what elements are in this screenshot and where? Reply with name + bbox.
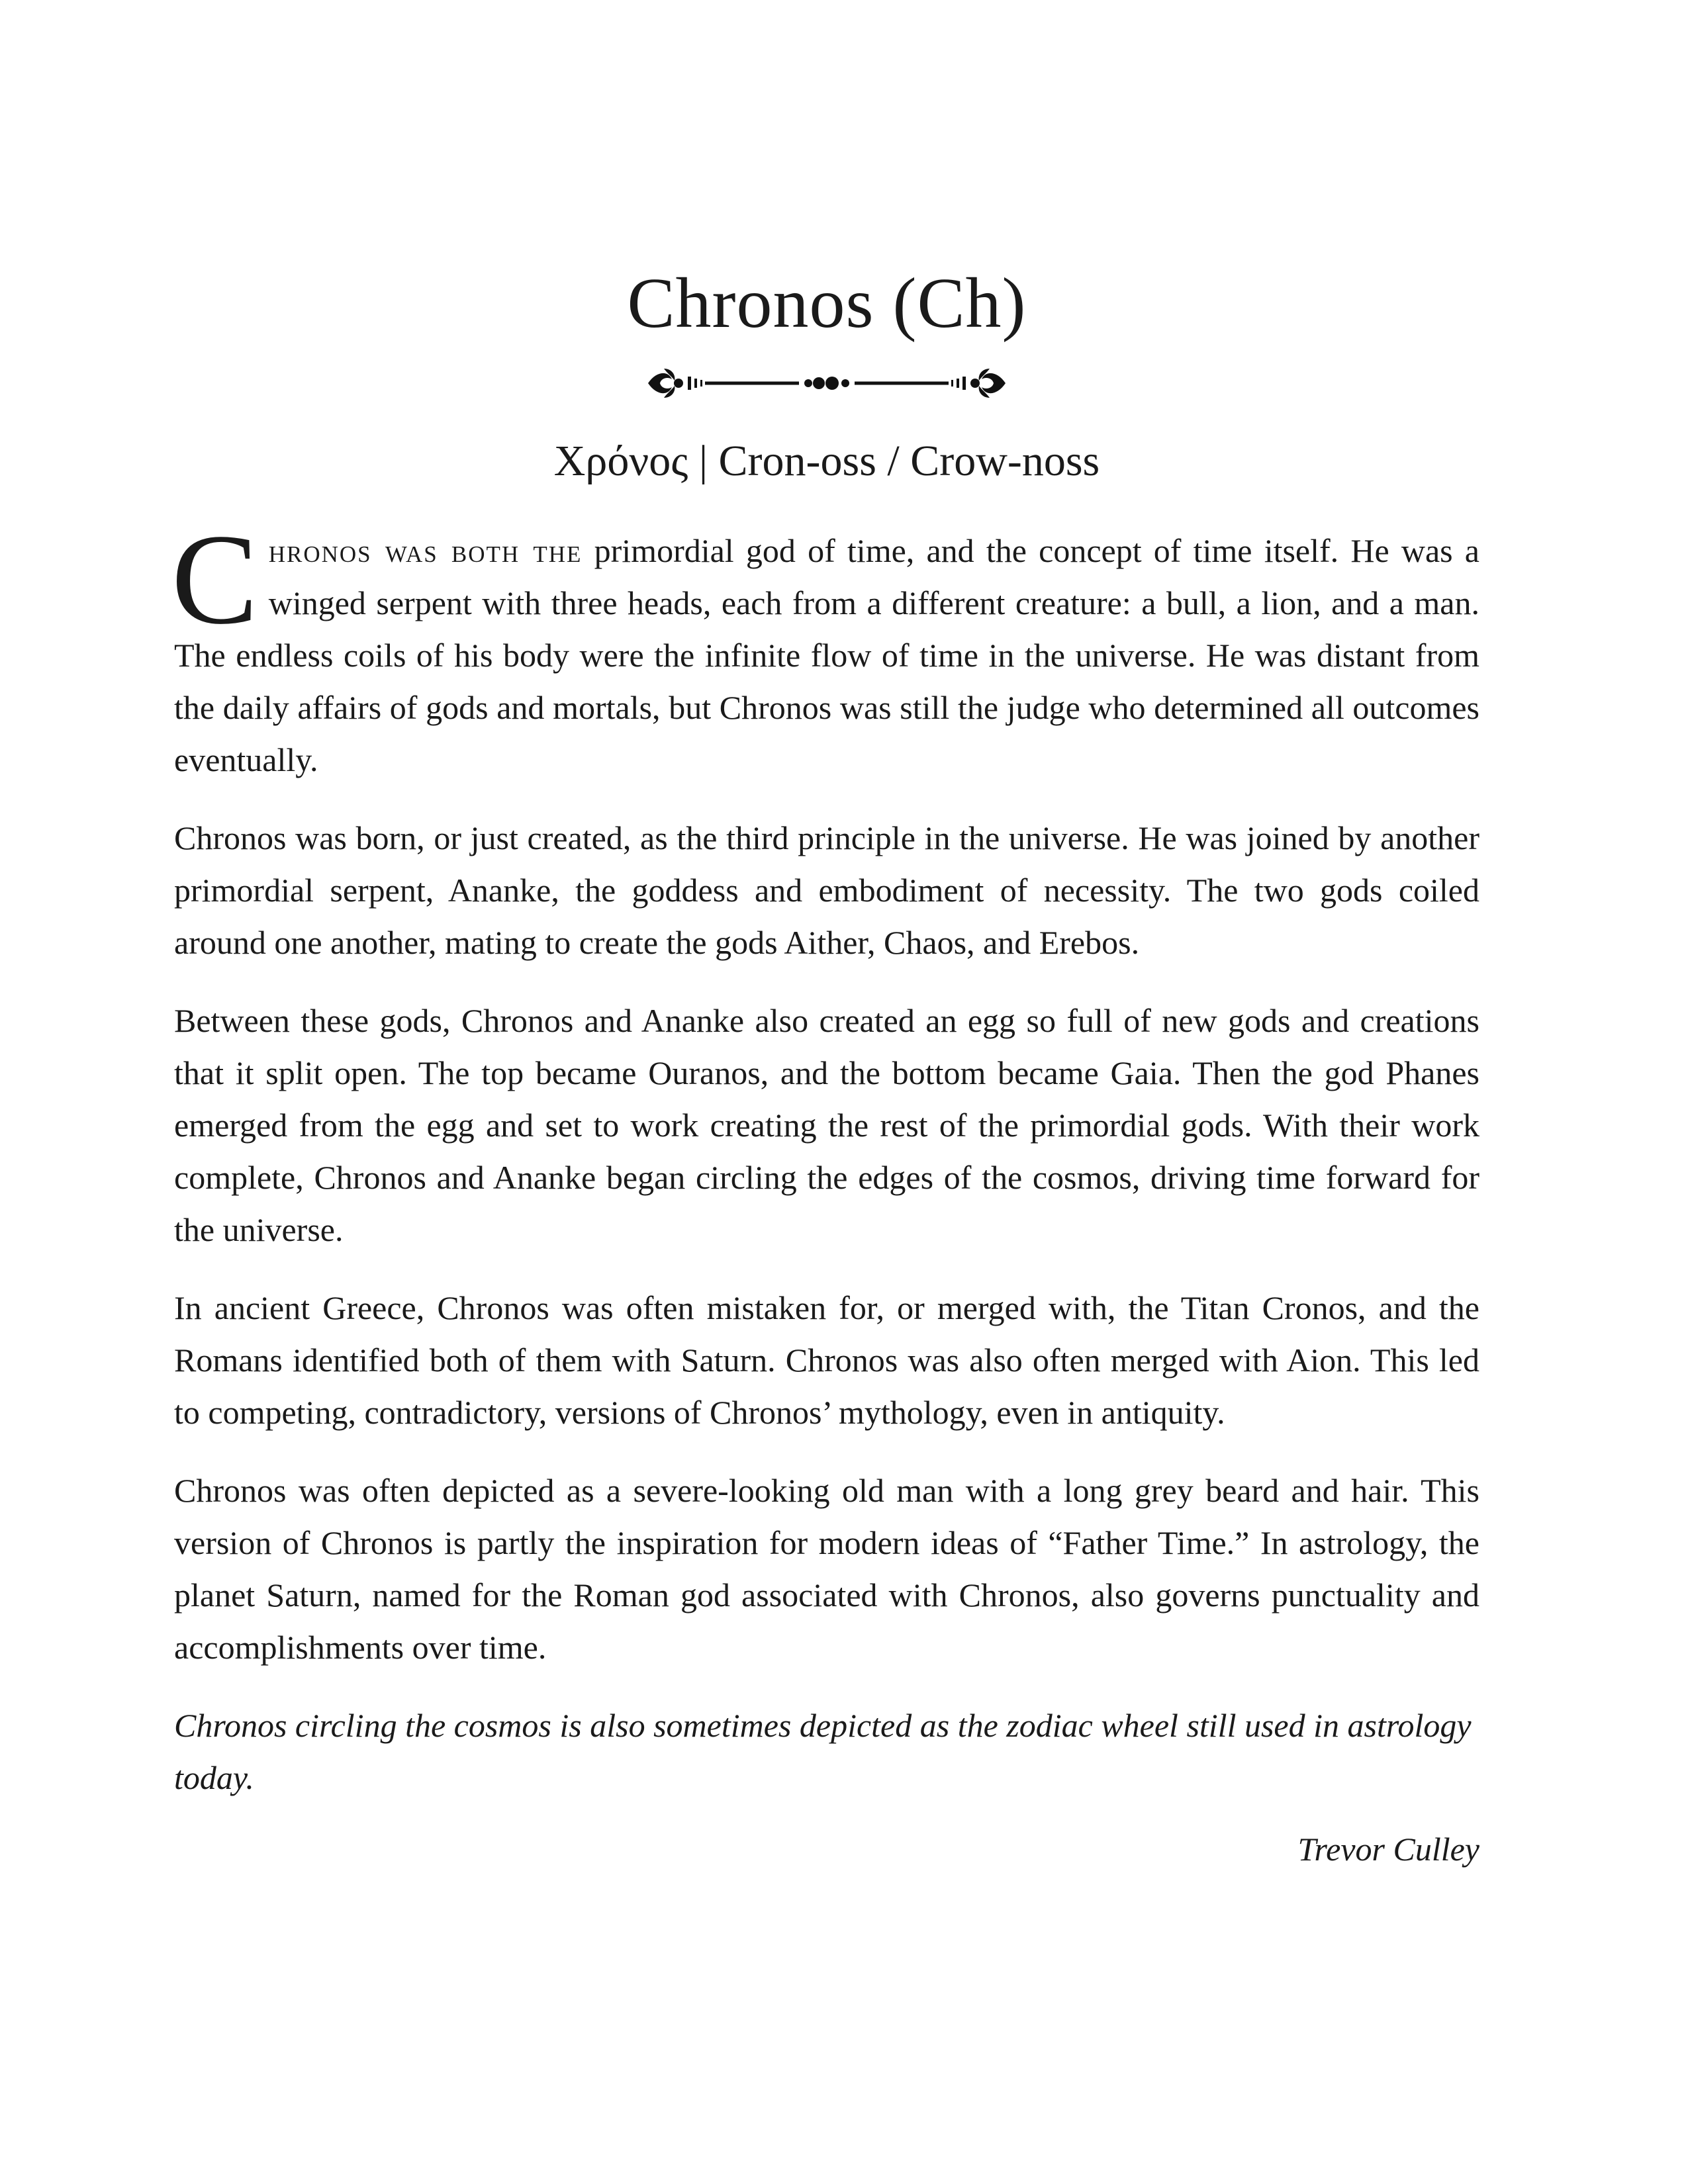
document-page [171, 264, 1479, 1868]
intro-text: primordial god of time, and the concept of time itself. He was a winged serpent with three heads, each from a different creature: a bull, a lion, and a man. The endless coils of his body were the infinite flow of time in the universe. He was distant from the daily affairs of gods and mortals, but Chronos was still the judge who determined all outcomes eventually. [174, 532, 1479, 779]
small-caps-lead: hronos was both the [268, 532, 583, 570]
body-paragraph: Chronos was born, or just created, as the third principle in the universe. He was joined by another primordial serpent, Ananke, the goddess and embodiment of necessity. The two gods coiled around one another, mating to create the gods Aither, Chaos, and Erebos. [174, 819, 1479, 962]
pronunciation-subtitle: Χρόνος | Cron-oss / Crow-noss [553, 436, 1100, 485]
intro-paragraph [171, 508, 1479, 786]
body-paragraph: In ancient Greece, Chronos was often mistaken for, or merged with, the Titan Cronos, and the Romans identified both of them with Saturn. Chronos was also often merged with Aion. This led to competing, contradictory, versions of Chronos’ mythology, even in antiquity. [174, 1289, 1479, 1432]
drop-cap: C [171, 508, 258, 652]
author-signature: Trevor Culley [1297, 1831, 1479, 1868]
body-paragraph: Chronos was often depicted as a severe-looking old man with a long grey beard and hair. This version of Chronos is partly the inspiration for modern ideas of “Father Time.” In astrology, the planet Saturn, named for the Roman god associated with Chronos, also governs punctuality and accomplishments over time. [174, 1472, 1479, 1666]
article-body [171, 508, 1479, 1804]
italic-note: Chronos circling the cosmos is also sometimes depicted as the zodiac wheel still used in astrology today. [174, 1707, 1472, 1797]
fleuron-divider-icon [641, 357, 1012, 410]
page-title: Chronos (Ch) [627, 264, 1027, 343]
body-paragraph: Between these gods, Chronos and Ananke also created an egg so full of new gods and creations that it split open. The top became Ouranos, and the bottom became Gaia. Then the god Phanes emerged from the egg and set to work creating the rest of the primordial gods. With their work complete, Chronos and Ananke began circling the edges of the cosmos, driving time forward for the universe. [174, 1002, 1479, 1249]
